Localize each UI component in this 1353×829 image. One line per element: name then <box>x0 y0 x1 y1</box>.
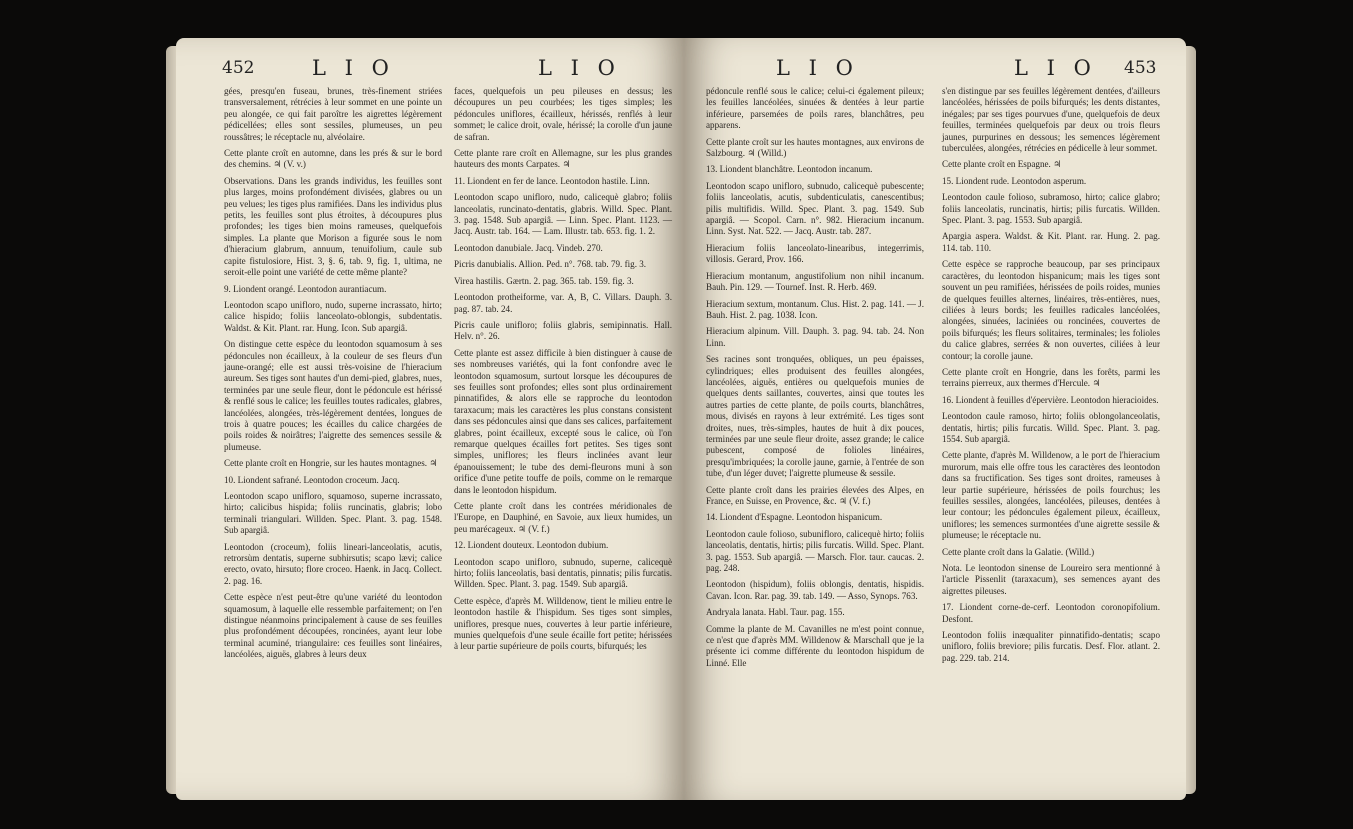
paragraph: Cette plante croît en Hongrie, sur les hautes montagnes. ♃ <box>224 458 438 469</box>
paragraph: Leontodon scapo unifloro, subnudo, calicequè pubescente; foliis lanceolatis, acutis, subdenticulatis, canescentibus; pilis multifidis. Willd. Spec. Plant. 3. pag. 1549. Sub apargiâ. — Scopol. Carn. n°. 982. Hieracium incanum. Linn. Syst. Nat. 522. — Jacq. Austr. tab. 287. <box>706 180 924 237</box>
left-running-header-1: L I O <box>312 56 395 80</box>
paragraph: Leontodon scapo unifloro, squamoso, superne incrassato, hirto; calicibus hispida; foliis runcinatis, glabris; lobo terminali triangulari. Willden. Spec. Plant. 3. pag. 1548. Sub apargiâ. <box>224 491 442 536</box>
paragraph: Leontodon caule ramoso, hirto; foliis oblongolanceolatis, dentatis, hirtis; pilis furcatis. Willd. Spec. Plant. 3. pag. 1554. Sub apargiâ. <box>942 411 1160 444</box>
paragraph: Cette plante, d'après M. Willdenow, a le port de l'hieracium murorum, mais elle offre tous les caractères des leontodon dans sa fructification. Ses tiges sont droites, rameuses à leur partie supérieure, hérissées de poils fourchus; les feuilles sessiles, alongées, lancéolées, pileuses, dentées à leur contour; les pédoncules également pileux, écailleux, uniflores; les semences surmontées d'une aigrette sessile & plumeuse; le réceptacle nu. <box>942 450 1160 541</box>
paragraph: gées, presqu'en fuseau, brunes, très-finement striées transversalement, rétrécies à leur sommet en une pointe un peu alongée, ce qui fait paroître les aigrettes légèrement pédicellées; elles sont sessiles, plumeuses, un peu roussâtres; le réceptacle nu, alvéolaire. <box>224 86 442 142</box>
paragraph: Leontodon caule folioso, subramoso, hirto; calice glabro; foliis lanceolatis, runcinatis, hirtis; pilis furcatis. Willden. Spec. Plant. 3. pag. 1553. Sub apargiâ. <box>942 192 1160 226</box>
paragraph: 9. Liondent orangé. Leontodon aurantiacum. <box>224 283 387 294</box>
paragraph: Cette espèce se rapproche beaucoup, par ses principaux caractères, du leontodon hispanicum; mais les tiges sont souvent un peu ramifiées, hérissées de poils roides, munies de quelques feuilles alternes, linéaires, très-entières, nues, ciliées à leurs bords; les feuilles radicales lancéolées, alongées, sinuées, laciniées ou roncinées, couvertes de poils bifurqués; les fleurs solitaires, terminales; les folioles du calice glabres, serrées & non ouvertes, ciliées à leur contour; la corolle jaune. <box>942 259 1160 361</box>
paragraph: Cette plante croît dans la Galatie. (Willd.) <box>942 546 1095 557</box>
left-page-column-2 <box>454 86 672 658</box>
paragraph: 15. Liondent rude. Leontodon asperum. <box>942 175 1087 186</box>
paragraph: 11. Liondent en fer de lance. Leontodon hastile. Linn. <box>454 175 650 186</box>
paragraph: On distingue cette espèce du leontodon squamosum à ses pédoncules non écailleux, à la couleur de ses fleurs d'un jaune-orangé; elle est aussi très-voisine de l'hieracium aureum. Ses tiges sont hautes d'un demi-pied, glabres, nues, terminées par une seule fleur, dont le pédoncule est hérissé & renflé sous le calice; les feuilles toutes radicales, glabres, lancéolées, alongées, très-légèrement dentées, longues de trois à quatre pouces; les écailles du calice chargées de poils roides & noirâtres; l'aigrette des semences sessile & plumeuse. <box>224 339 442 452</box>
paragraph: Cette plante croît en Hongrie, dans les forêts, parmi les terrains pierreux, aux thermes d'Hercule. ♃ <box>942 366 1160 389</box>
paragraph: Cette plante rare croît en Allemagne, sur les plus grandes hauteurs des monts Carpates. ♃ <box>454 148 672 170</box>
paragraph: Virea hastilis. Gærtn. 2. pag. 365. tab. 159. fig. 3. <box>454 275 634 286</box>
paragraph: faces, quelquefois un peu pileuses en dessus; les découpures un peu courbées; les tiges simples; les pédoncules uniflores, écailleux, hérissés, renflés à leur sommet; le calice droit, ovale, hérissé; la corolle d'un jaune de safran. <box>454 86 672 142</box>
right-page-column-1 <box>706 86 924 674</box>
paragraph: Comme la plante de M. Cavanilles ne m'est point connue, ce n'est que d'après MM. Willdenow & Marschall que je la présente ici comme différente du leontodon hispidum de Linné. Elle <box>706 623 924 668</box>
paragraph: Hieracium alpinum. Vill. Dauph. 3. pag. 94. tab. 24. Non Linn. <box>706 326 924 348</box>
right-page-number: 453 <box>1124 58 1157 78</box>
paragraph: Cette plante est assez difficile à bien distinguer à cause de ses nombreuses variétés, qui la font confondre avec le leontodon squamosum, surtout lorsque les découpures de ses feuilles sont profondes; elles sont plus ordinairement pinnatifides, & alors elle se rapproche du leontodon taraxacum; mais les caractères les plus constans consistent dans ses pédoncules ainsi que dans ses calices, parfaitement glabres, point écailleux, excepté sous le calice, où l'on remarque quelques écailles fort petites. Ses tiges sont simples, uniflores; les fleurs inclinées avant leur épanouissement; le tube des demi-fleurons muni à son orifice d'une petite touffe de poils, comme on le remarque dans le leontodon hispidum. <box>454 347 672 495</box>
paragraph: Picris danubialis. Allion. Ped. n°. 768. tab. 79. fig. 3. <box>454 259 647 270</box>
left-page-number: 452 <box>222 58 255 78</box>
paragraph: Leontodon (hispidum), foliis oblongis, dentatis, hispidis. Cavan. Icon. Rar. pag. 39. tab. 149. — Asso, Synops. 763. <box>706 579 924 601</box>
paragraph: Andryala lanata. Habl. Taur. pag. 155. <box>706 607 845 618</box>
paragraph: Picris caule unifloro; foliis glabris, semipinnatis. Hall. Helv. n°. 26. <box>454 319 672 342</box>
paragraph: Cette plante croît dans les prairies élevées des Alpes, en France, en Suisse, en Provence, &c. ♃ (V. f.) <box>706 484 924 506</box>
paragraph: 14. Liondent d'Espagne. Leontodon hispanicum. <box>706 512 883 523</box>
paragraph: Leontodon (croceum), foliis lineari-lanceolatis, acutis, retrorsùm dentatis, superne subhirsutis; scapo lævi; calice erecto, ovato, hirsuto; flore croceo. Haenk. in Jacq. Collect. 2. pag. 16. <box>224 541 442 586</box>
left-running-header-2: L I O <box>538 56 621 80</box>
paragraph: 12. Liondent douteux. Leontodon dubium. <box>454 540 609 551</box>
right-running-header-1: L I O <box>776 56 859 80</box>
paragraph: Cette plante croît en automne, dans les prés & sur le bord des chemins. ♃ (V. v.) <box>224 148 442 170</box>
paragraph: Apargia aspera. Waldst. & Kit. Plant. rar. Hung. 2. pag. 114. tab. 110. <box>942 231 1160 253</box>
right-running-header-2: L I O <box>1014 56 1097 80</box>
paragraph: Ses racines sont tronquées, obliques, un peu épaisses, cylindriques; elles produisent des feuilles alongées, lancéolées, aiguës, entières ou quelquefois munies de quelques dents saillantes, couvertes, ainsi que toutes les autres parties de cette plante, de poils courts, blanchâtres, mous, divisés en rayons à leur extrémité. Les tiges sont droites, nues, très-simples, hautes de huit à dix pouces, terminées par une seule fleur droite, assez grande; le calice pubescent, composé de folioles linéaires, presqu'imbriquées; la corolle jaune, garnie, à l'entrée de son tube, d'un léger duvet; l'aigrette plumeuse & sessile. <box>706 354 924 479</box>
paragraph: Cette espèce n'est peut-être qu'une variété du leontodon squamosum, à laquelle elle ressemble parfaitement; on l'en distingue néanmoins principalement à cause de ses feuilles plus profondément découpées, roncinées, ayant leur lobe terminal acuminé, triangulaire: ces feuilles sont linéaires, lancéolées, aiguës, glabres à leurs deux <box>224 592 442 660</box>
paragraph: Leontodon scapo unifloro, nudo, superne incrassato, hirto; calice hispido; foliis lanceolato-oblongis, subdentatis. Waldst. & Kit. Plant. rar. Hung. Icon. Sub apargiâ. <box>224 299 442 333</box>
paragraph: Observations. Dans les grands individus, les feuilles sont plus larges, moins profondément divisées, glabres ou un peu velues; les tiges plus ramifiées. Dans les individus plus petits, les feuilles sont plus étroites, à découpures plus profondes; les tiges bien moins rameuses, quelquefois simples. La plante que Morison a figurée sous le nom d'hieracium glabrum, annuum, tenuifolium, caule sub capite fistulosiore, Hist. 3, §. 6, tab. 9, fig. 1, ultima, ne seroit-elle point une variété de cette même plante? <box>224 175 442 278</box>
paragraph: Leontodon scapo unifloro, subnudo, superne, calicequè hirto; foliis lanceolatis, basi dentatis, pinnatis; pilis furcatis. Willden. Spec. Plant. 3. pag. 1549. Sub apargiâ. <box>454 556 672 590</box>
paragraph: pédoncule renflé sous le calice; celui-ci également pileux; les feuilles lancéolées, sinuées & dentées à leur partie inférieure, parsemées de poils rares, blanchâtres, peu apparens. <box>706 86 924 131</box>
paragraph: Cette plante croît dans les contrées méridionales de l'Europe, en Dauphiné, en Savoie, aux lieux humides, un peu marécageux. ♃ (V. f.) <box>454 501 672 534</box>
right-page <box>684 38 1186 800</box>
paragraph: Nota. Le leontodon sinense de Loureiro sera mentionné à l'article Pissenlit (taraxacum), ses semences ayant des aigrettes pileuses. <box>942 563 1160 596</box>
paragraph: Leontodon foliis inæqualiter pinnatifido-dentatis; scapo unifloro, foliis breviore; pilis furcatis. Desf. Flor. atlant. 2. pag. 229. tab. 214. <box>942 630 1160 663</box>
paragraph: Cette plante croît en Espagne. ♃ <box>942 159 1062 170</box>
left-page <box>176 38 684 800</box>
paragraph: 10. Liondent safrané. Leontodon croceum. Jacq. <box>224 474 400 485</box>
right-page-column-2 <box>942 86 1160 669</box>
paragraph: s'en distingue par ses feuilles légèrement dentées, d'ailleurs lancéolées, hérissées de poils bifurqués; les dents distantes, inégales; par ses tiges pourvues d'une, quelquefois de deux feuilles, terminées quelquefois par deux ou trois fleurs jaunes, purpurines en dessous; les semences légèrement tuberculées, alongées, rétrécies en pédicelle à leur sommet. <box>942 86 1160 154</box>
paragraph: Leontodon caule folioso, subunifloro, calicequè hirto; foliis lanceolatis, dentatis, hirtis; pilis furcatis. Willd. Spec. Plant. 3. pag. 1553. Sub apargiâ. — Marsch. Flor. taur. caucas. 2. pag. 248. <box>706 528 924 574</box>
paragraph: 16. Liondent à feuilles d'épervière. Leontodon hieracioides. <box>942 394 1159 405</box>
left-page-column-1 <box>224 86 442 666</box>
paragraph: Leontodon scapo unifloro, nudo, calicequè glabro; foliis lanceolatis, runcinato-dentatis, glabris. Willd. Spec. Plant. 3. pag. 1548. Sub apargiâ. — Linn. Spec. Plant. 1123. — Jacq. Austr. tab. 164. — Lam. Illustr. tab. 653. fig. 1. 2. <box>454 192 672 237</box>
paragraph: Cette espèce, d'après M. Willdenow, tient le milieu entre le leontodon hastile & l'hispidum. Ses tiges sont simples, uniflores, presque nues, couvertes à leur partie inférieure, munies quelquefois d'une seule écaille fort petite; hérissées à leur partie supérieure de poils courts, bifurqués; les <box>454 595 672 652</box>
paragraph: Leontodon protheiforme, var. A, B, C. Villars. Dauph. 3. pag. 87. tab. 24. <box>454 292 672 314</box>
paragraph: Cette plante croît sur les hautes montagnes, aux environs de Salzbourg. ♃ (Willd.) <box>706 136 924 159</box>
paragraph: Hieracium foliis lanceolato-linearibus, integerrimis, villosis. Gerard, Prov. 166. <box>706 242 924 265</box>
paragraph: 13. Liondent blanchâtre. Leontodon incanum. <box>706 164 873 175</box>
paragraph: Leontodon danubiale. Jacq. Vindeb. 270. <box>454 242 603 253</box>
paragraph: Hieracium montanum, angustifolium non nihil incanum. Bauh. Pin. 129. — Tournef. Inst. R. Herb. 469. <box>706 270 924 293</box>
paragraph: 17. Liondent corne-de-cerf. Leontodon coronopifolium. Desfont. <box>942 602 1160 624</box>
paragraph: Hieracium sextum, montanum. Clus. Hist. 2. pag. 141. — J. Bauh. Hist. 2. pag. 1038. Icon. <box>706 298 924 320</box>
